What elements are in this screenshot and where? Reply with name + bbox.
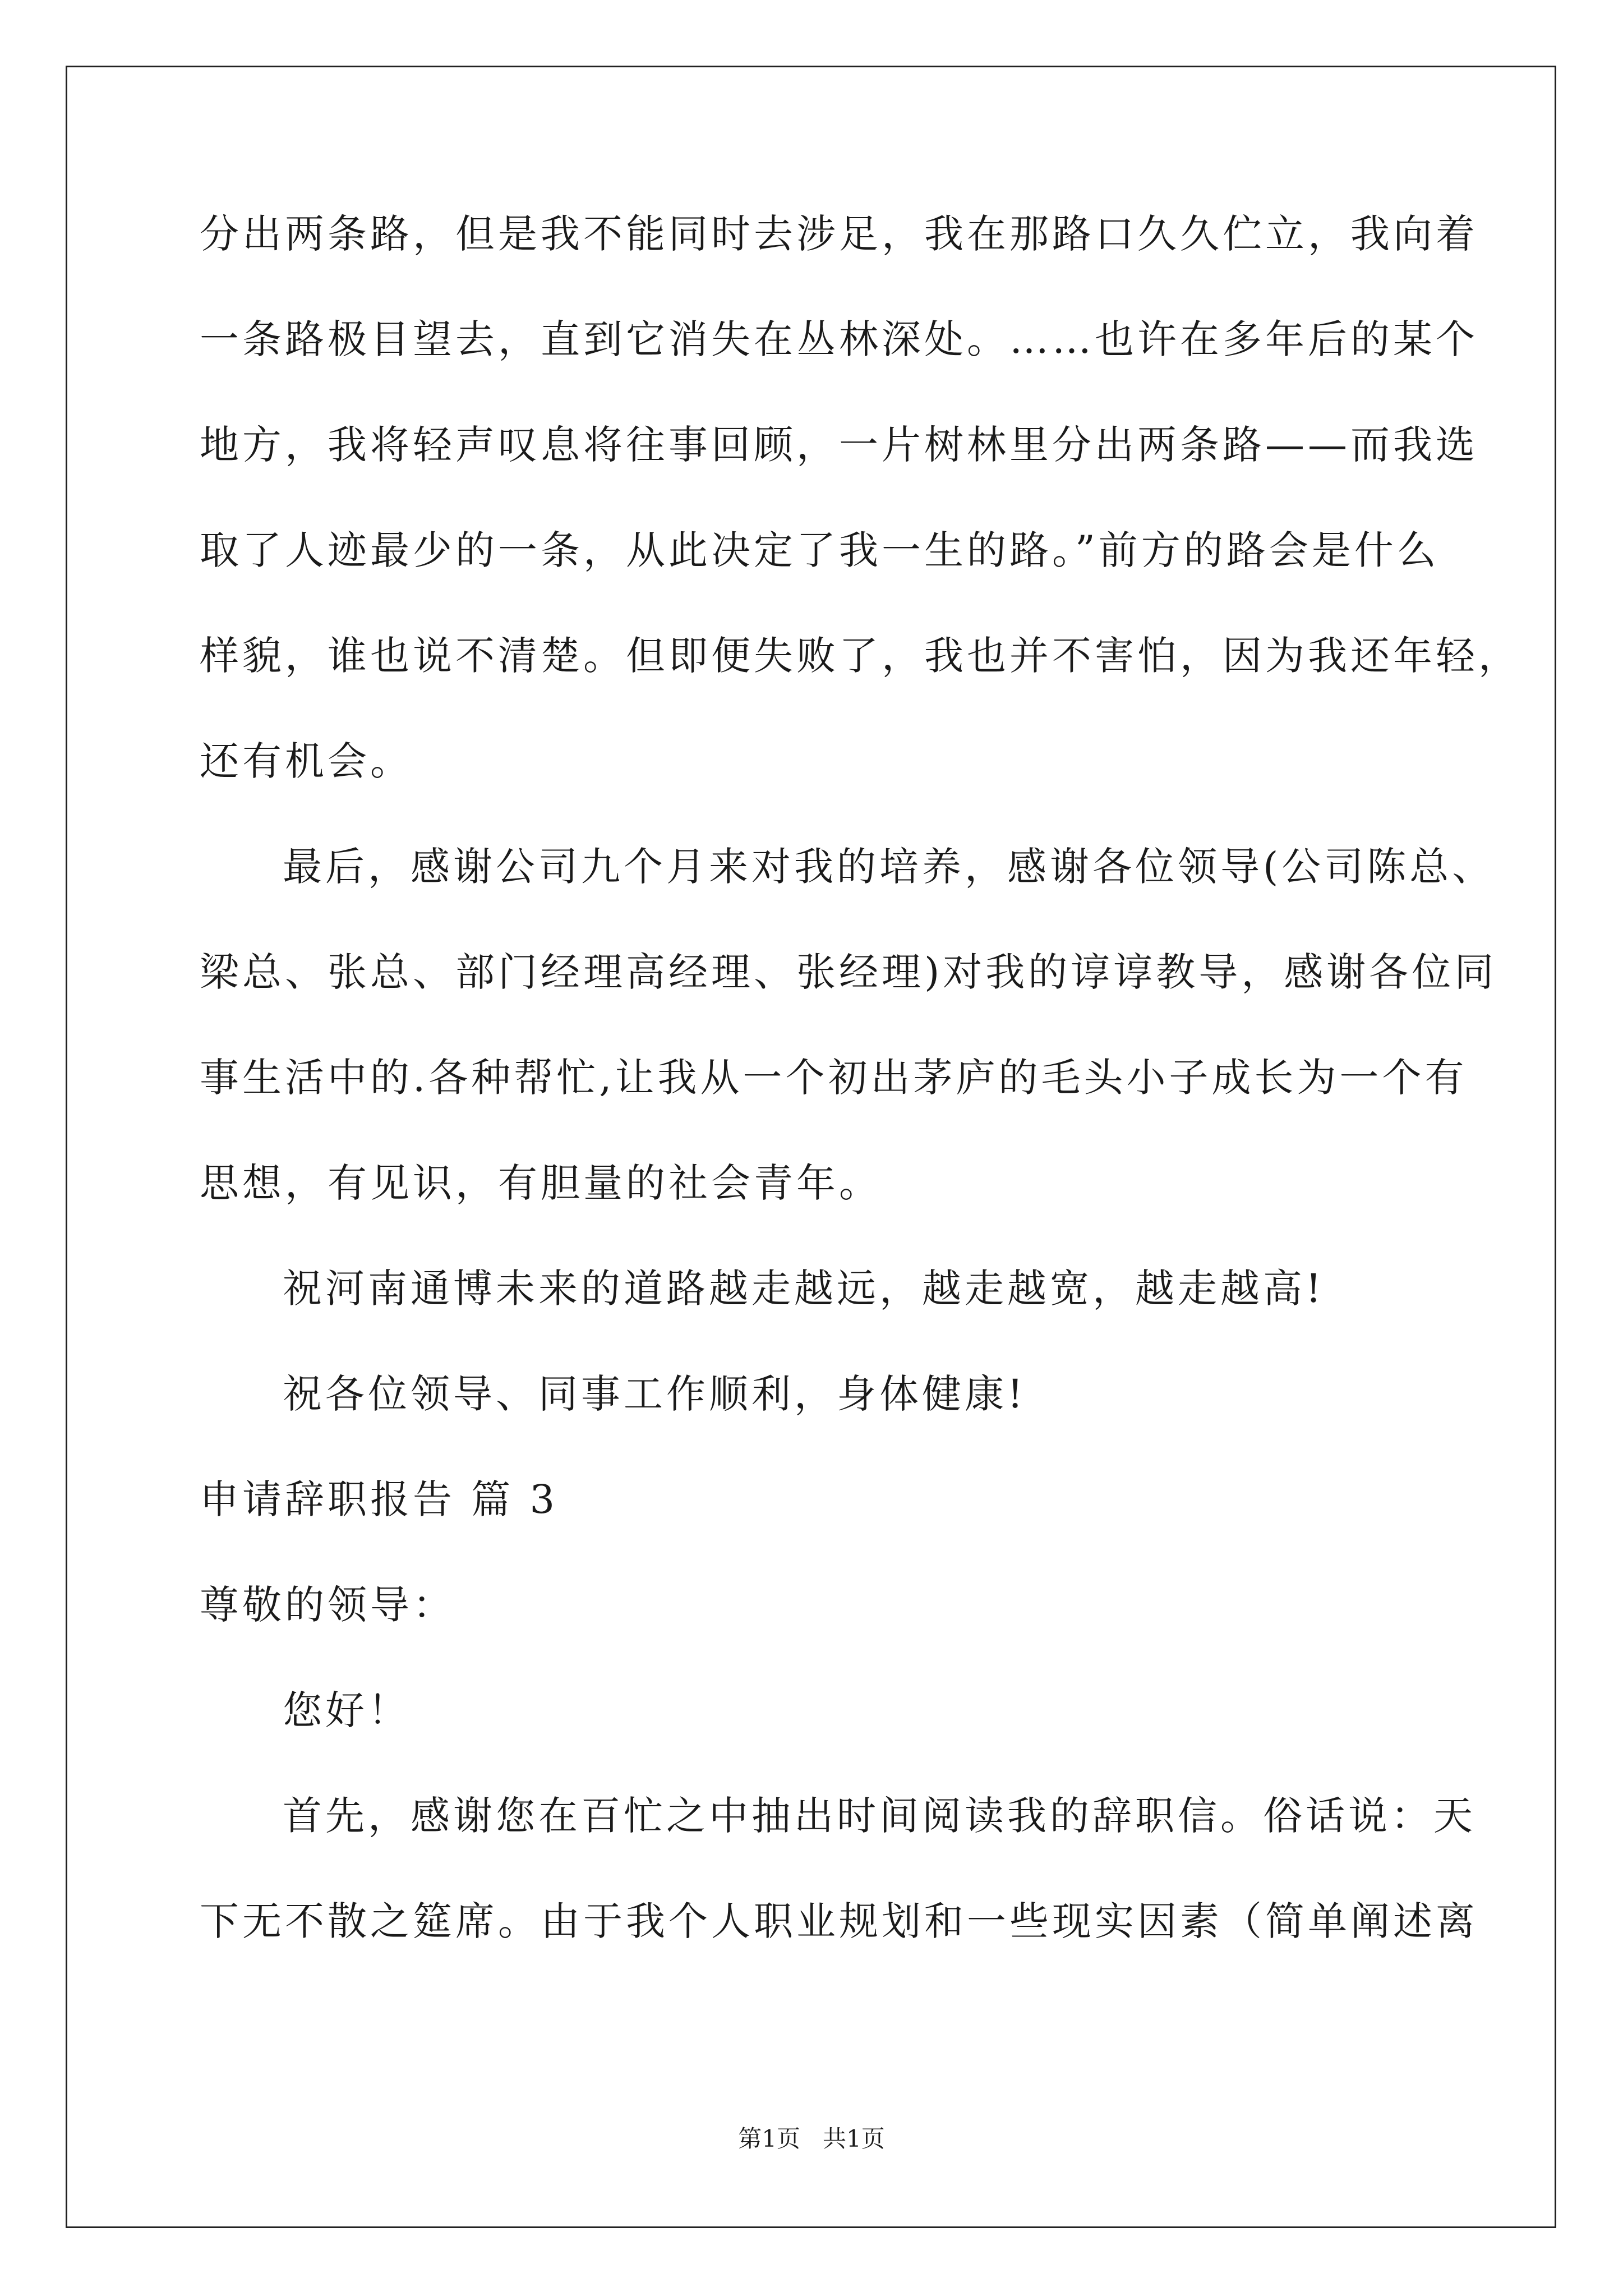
- paragraph-start-line: 首先，感谢您在百忙之中抽出时间阅读我的辞职信。俗话说：天: [283, 1793, 1476, 1839]
- paragraph-start-line: 最后，感谢公司九个月来对我的培养，感谢各位领导(公司陈总、: [283, 844, 1495, 890]
- salutation: 尊敬的领导：: [200, 1582, 455, 1628]
- page-footer: 第1页 共1页: [738, 2125, 885, 2152]
- text-line: 梁总、张总、部门经理高经理、张经理)对我的谆谆教导，感谢各位同: [200, 949, 1497, 995]
- section-heading: 申请辞职报告 篇 3: [200, 1476, 559, 1522]
- text-line: 事生活中的.各种帮忙,让我从一个初出茅庐的毛头小子成长为一个有: [200, 1055, 1468, 1101]
- text-line: 下无不散之筵席。由于我个人职业规划和一些现实因素（简单阐述离: [200, 1898, 1478, 1944]
- greeting: 您好！: [283, 1687, 411, 1733]
- paragraph-start-line: 祝河南通博未来的道路越走越远，越走越宽，越走越高!: [283, 1266, 1325, 1312]
- text-line: 地方，我将轻声叹息将往事回顾，一片树林里分出两条路——而我选: [200, 422, 1478, 468]
- paragraph-start-line: 祝各位领导、同事工作顺利，身体健康!: [283, 1371, 1027, 1417]
- text-line: 分出两条路，但是我不能同时去涉足，我在那路口久久伫立，我向着: [200, 211, 1478, 257]
- text-line: 思想，有见识，有胆量的社会青年。: [200, 1160, 882, 1206]
- text-line: 取了人迹最少的一条，从此决定了我一生的路。”前方的路会是什么: [200, 527, 1440, 573]
- text-line: 一条路极目望去，直到它消失在丛林深处。……也许在多年后的某个: [200, 316, 1478, 362]
- text-line: 样貌，谁也说不清楚。但即便失败了，我也并不害怕，因为我还年轻，: [200, 633, 1521, 679]
- text-line: 还有机会。: [200, 738, 413, 784]
